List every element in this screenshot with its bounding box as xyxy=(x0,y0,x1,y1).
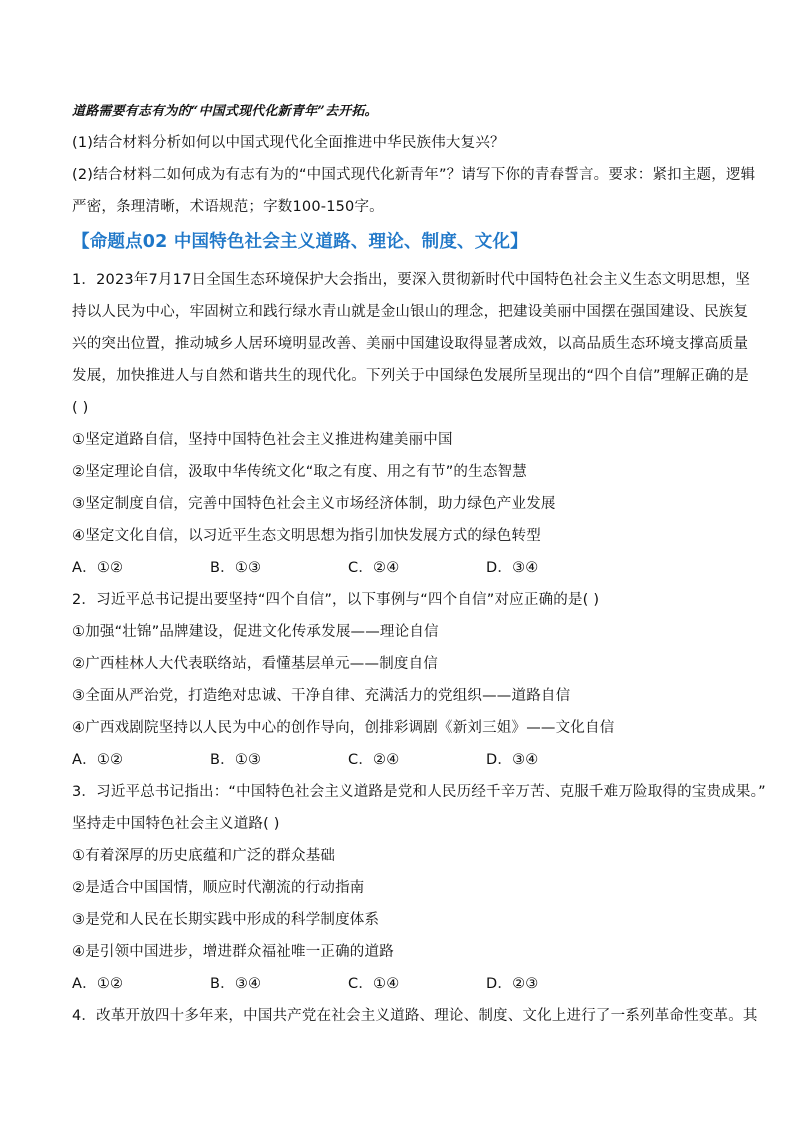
sub-question-2-line-1: (2)结合材料二如何成为有志有为的“中国式现代化新青年”？请写下你的青春誓言。要求：紧扣主题，逻辑 xyxy=(72,167,756,183)
q3-stem-line-2: 坚持走中国特色社会主义道路( ) xyxy=(72,816,280,832)
q1-item-1: ①坚定道路自信，坚持中国特色社会主义推进构建美丽中国 xyxy=(72,432,453,448)
q1-answer-blank: ( ) xyxy=(72,400,89,416)
q3-option-c[interactable]: C．①④ xyxy=(348,976,400,992)
q1-item-3: ③坚定制度自信，完善中国特色社会主义市场经济体制，助力绿色产业发展 xyxy=(72,496,556,512)
q2-option-a[interactable]: A．①② xyxy=(72,752,124,768)
q4-stem-line-1: 4．改革开放四十多年来，中国共产党在社会主义道路、理论、制度、文化上进行了一系列革命性变革。其 xyxy=(72,1008,758,1024)
q1-stem-line-4: 发展，加快推进人与自然和谐共生的现代化。下列关于中国绿色发展所呈现出的“四个自信”理解正确的是 xyxy=(72,368,749,384)
q1-option-d[interactable]: D．③④ xyxy=(486,560,539,576)
q3-item-3: ③是党和人民在长期实践中形成的科学制度体系 xyxy=(72,912,380,928)
q1-stem-line-3: 兴的突出位置，推动城乡人居环境明显改善、美丽中国建设取得显著成效，以高品质生态环境支撑高质量 xyxy=(72,336,749,352)
q3-options xyxy=(72,974,742,994)
q1-stem-line-2: 持以人民为中心，牢固树立和践行绿水青山就是金山银山的理念，把建设美丽中国摆在强国建设、民族复 xyxy=(72,304,749,320)
q3-item-1: ①有着深厚的历史底蕴和广泛的群众基础 xyxy=(72,848,336,864)
intro-line: 道路需要有志有为的“中国式现代化新青年”去开拓。 xyxy=(72,104,378,119)
q1-options xyxy=(72,558,742,578)
sub-question-1: (1)结合材料分析如何以中国式现代化全面推进中华民族伟大复兴？ xyxy=(72,135,505,151)
q1-item-2: ②坚定理论自信，汲取中华传统文化“取之有度、用之有节”的生态智慧 xyxy=(72,464,527,480)
q2-option-c[interactable]: C．②④ xyxy=(348,752,400,768)
q3-option-d[interactable]: D．②③ xyxy=(486,976,539,992)
q2-option-d[interactable]: D．③④ xyxy=(486,752,539,768)
q1-option-a[interactable]: A．①② xyxy=(72,560,124,576)
q1-option-b[interactable]: B．①③ xyxy=(210,560,262,576)
q2-item-3: ③全面从严治党，打造绝对忠诚、干净自律、充满活力的党组织——道路自信 xyxy=(72,688,571,704)
q2-item-1: ①加强“壮锦”品牌建设，促进文化传承发展——理论自信 xyxy=(72,624,439,640)
q3-stem-line-1: 3．习近平总书记指出：“中国特色社会主义道路是党和人民历经千辛万苦、克服千难万险取得的宝贵成果。” xyxy=(72,784,766,800)
q2-item-4: ④广西戏剧院坚持以人民为中心的创作导向，创排彩调剧《新刘三姐》——文化自信 xyxy=(72,720,615,736)
sub-question-2-line-2: 严密，条理清晰，术语规范；字数100-150字。 xyxy=(72,199,384,215)
q3-option-a[interactable]: A．①② xyxy=(72,976,124,992)
q3-item-4: ④是引领中国进步，增进群众福祉唯一正确的道路 xyxy=(72,944,394,960)
q2-option-b[interactable]: B．①③ xyxy=(210,752,262,768)
q1-option-c[interactable]: C．②④ xyxy=(348,560,400,576)
q1-stem-line-1: 1．2023年7月17日全国生态环境保护大会指出，要深入贯彻新时代中国特色社会主义生态文明思想，坚 xyxy=(72,272,751,288)
q2-options xyxy=(72,750,742,770)
q3-option-b[interactable]: B．③④ xyxy=(210,976,262,992)
q1-item-4: ④坚定文化自信，以习近平生态文明思想为指引加快发展方式的绿色转型 xyxy=(72,528,541,544)
q2-stem-line-1: 2．习近平总书记提出要坚持“四个自信”，以下事例与“四个自信”对应正确的是( ) xyxy=(72,592,600,608)
q2-item-2: ②广西桂林人大代表联络站，看懂基层单元——制度自信 xyxy=(72,656,438,672)
q3-item-2: ②是适合中国国情，顺应时代潮流的行动指南 xyxy=(72,880,365,896)
section-heading: 【命题点02 中国特色社会主义道路、理论、制度、文化】 xyxy=(72,232,528,252)
